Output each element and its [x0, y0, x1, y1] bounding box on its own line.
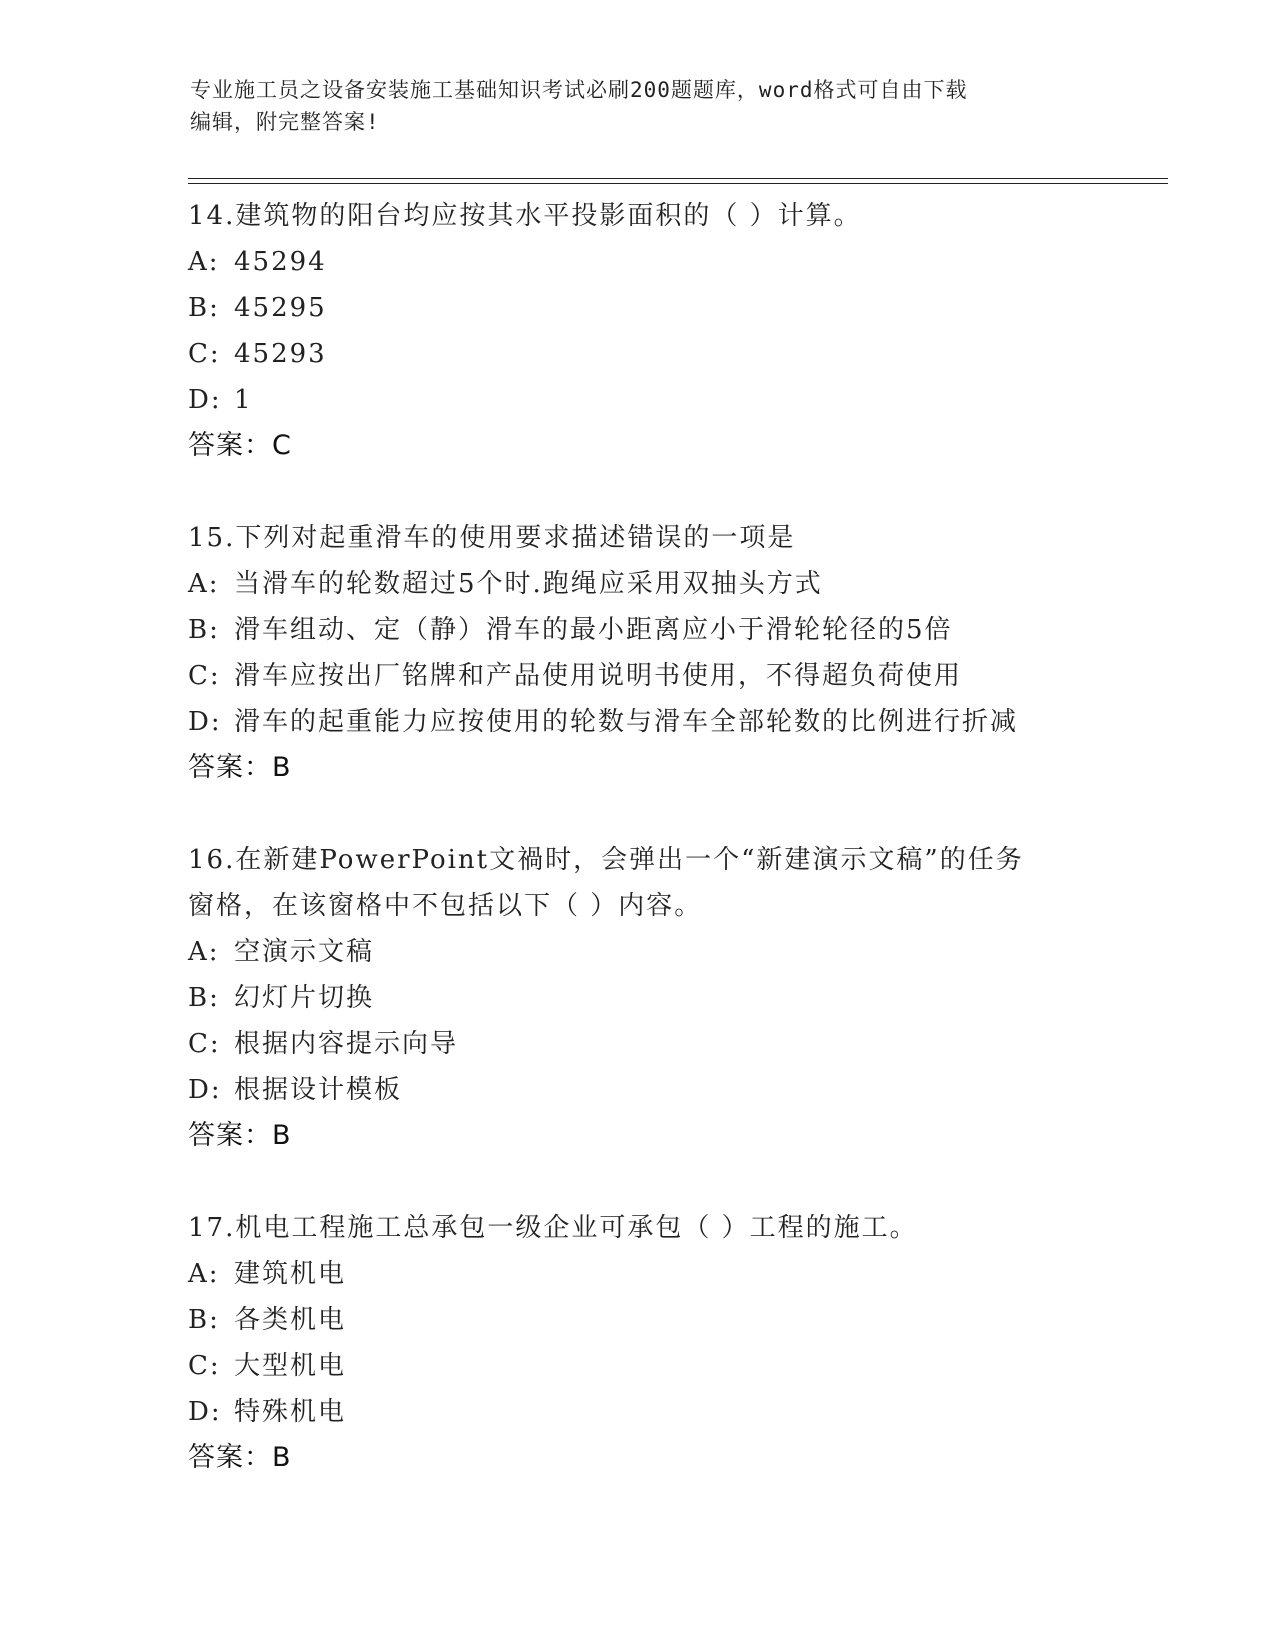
option-key: A: [188, 247, 220, 277]
option-key: A: [188, 1259, 220, 1289]
option-text: 根据内容提示向导 [234, 1029, 459, 1059]
option-key: B: [188, 615, 220, 645]
option-key: A: [188, 937, 220, 967]
answer-line: 答案：B [188, 752, 292, 783]
answer-option [188, 239, 1148, 285]
option-text: 45293 [234, 339, 327, 369]
question-stem: 14.建筑物的阳台均应按其水平投影面积的（ ）计算。 [188, 201, 862, 231]
answer-option [188, 607, 1148, 653]
option-text: 滑车应按出厂铭牌和产品使用说明书使用，不得超负荷使用 [234, 661, 963, 691]
option-text: 空演示文稿 [234, 937, 375, 967]
document-header [190, 74, 1090, 138]
answer-option [188, 1297, 1148, 1343]
header-title-line-1: 专业施工员之设备安装施工基础知识考试必刷200题题库，word格式可自由下载 [190, 78, 968, 102]
question-list [188, 193, 1148, 1527]
answer-option [188, 1067, 1148, 1113]
option-text: 滑车的起重能力应按使用的轮数与滑车全部轮数的比例进行折减 [234, 707, 1019, 737]
option-key: B: [188, 1305, 220, 1335]
option-key: C: [188, 1351, 221, 1381]
question-block [188, 1205, 1148, 1481]
answer-option [188, 1251, 1148, 1297]
option-key: A: [188, 569, 220, 599]
option-text: 滑车组动、定（静）滑车的最小距离应小于滑轮轮径的5倍 [234, 615, 953, 645]
header-title-line-2: 编辑，附完整答案! [190, 110, 380, 134]
option-key: D: [188, 1397, 222, 1427]
question-stem: 17.机电工程施工总承包一级企业可承包（ ）工程的施工。 [188, 1213, 918, 1243]
answer-option [188, 561, 1148, 607]
question-block [188, 837, 1148, 1159]
answer-option [188, 331, 1148, 377]
option-key: D: [188, 385, 222, 415]
option-text: 45295 [234, 293, 327, 323]
question-stem: 15.下列对起重滑车的使用要求描述错误的一项是 [188, 523, 796, 553]
option-text: 幻灯片切换 [234, 983, 375, 1013]
question-stem: 窗格，在该窗格中不包括以下（ ）内容。 [188, 891, 703, 921]
answer-option [188, 653, 1148, 699]
option-text: 建筑机电 [234, 1259, 347, 1289]
option-text: 根据设计模板 [234, 1075, 403, 1105]
option-text: 45294 [234, 247, 327, 277]
option-text: 大型机电 [234, 1351, 347, 1381]
question-stem: 16.在新建PowerPoint文禍时，会弹出一个“新建演示文稿”的任务 [188, 845, 1024, 875]
option-key: D: [188, 1075, 222, 1105]
header-divider-bottom [188, 183, 1168, 184]
option-key: C: [188, 1029, 221, 1059]
option-key: C: [188, 661, 221, 691]
option-key: B: [188, 293, 220, 323]
option-text: 1 [234, 385, 253, 415]
answer-option [188, 699, 1148, 745]
answer-option [188, 1343, 1148, 1389]
option-key: B: [188, 983, 220, 1013]
option-text: 特殊机电 [234, 1397, 347, 1427]
option-text: 各类机电 [234, 1305, 347, 1335]
header-divider-top [188, 178, 1168, 179]
answer-option [188, 285, 1148, 331]
answer-line: 答案：B [188, 1442, 292, 1473]
option-key: C: [188, 339, 221, 369]
answer-option [188, 975, 1148, 1021]
answer-option [188, 377, 1148, 423]
answer-option [188, 1389, 1148, 1435]
answer-line: 答案：B [188, 1120, 292, 1151]
answer-option [188, 1021, 1148, 1067]
option-text: 当滑车的轮数超过5个时.跑绳应采用双抽头方式 [234, 569, 823, 599]
answer-option [188, 929, 1148, 975]
answer-line: 答案：C [188, 430, 292, 461]
question-block [188, 515, 1148, 791]
question-block [188, 193, 1148, 469]
option-key: D: [188, 707, 222, 737]
